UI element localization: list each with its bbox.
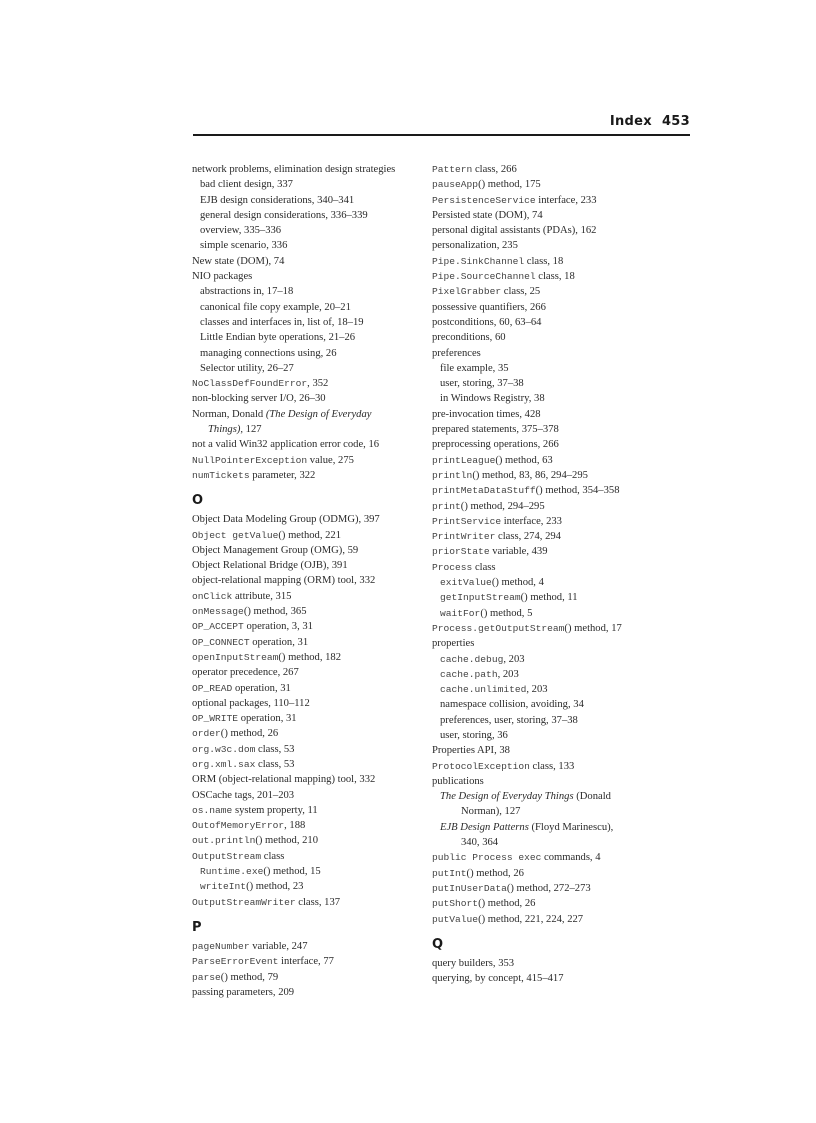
index-subentry [432,606,672,621]
entry-text: () method, 182 [278,651,342,663]
index-entry [432,956,672,971]
index-entry [192,726,424,741]
entry-text: class, 266 [472,164,517,175]
index-subentry [192,238,424,253]
entry-text: , 203 [503,653,525,665]
entry-text: () method, 272–273 [506,882,591,894]
code-term: putShort [432,898,479,910]
entry-text: managing connections using, 26 [200,347,337,359]
entry-text: simple scenario, 336 [200,240,288,252]
entry-text: object-relational mapping (ORM) tool, 332 [192,575,376,587]
entry-text: querying, by concept, 415–417 [432,973,564,985]
code-term: PrintWriter [432,531,496,543]
code-term: printLeague [432,454,496,466]
entry-text: operator precedence, 267 [192,667,299,679]
entry-text: interface, 233 [535,194,597,206]
code-term: cache.debug [440,653,504,665]
entry-text: commands, 4 [541,852,601,864]
index-entry [432,437,672,452]
index-entry [432,453,672,468]
entry-text: class [472,561,496,573]
code-term: OutputStream [192,850,262,862]
code-term: OP_WRITE [192,713,239,725]
index-subentry [192,208,424,223]
code-term: getInputStream [440,592,521,604]
code-term: Object getValue [192,529,279,541]
entry-text: () method, 5 [480,607,533,619]
index-subentry [432,682,672,697]
index-entry [432,208,672,223]
entry-text: Object Relational Bridge (OJB), 391 [192,560,348,572]
entry-text: bad client design, 337 [200,179,293,191]
entry-text: namespace collision, avoiding, 34 [440,699,584,711]
code-term: priorState [432,546,490,558]
index-entry [432,743,672,758]
index-entry [192,954,424,969]
index-entry [432,315,672,330]
index-entry [192,558,424,573]
index-subentry [192,300,424,315]
entry-text: (Donald [573,791,611,803]
header-text [610,114,690,129]
code-term: Pipe.SinkChannel [432,255,525,267]
running-header [193,114,690,136]
entry-text: publications [432,775,484,787]
entry-text: network problems, elimination design strategies [192,164,396,175]
index-entry [192,757,424,772]
entry-text: preferences, user, storing, 37–38 [440,714,578,726]
entry-text: class [261,850,285,862]
entry-text: () method, 221 [278,529,342,541]
index-entry [192,803,424,818]
entry-text: 340, 364 [461,837,499,849]
entry-text: postconditions, 60, 63–64 [432,316,542,328]
code-term: NullPointerException [192,454,308,466]
italic-title: Things), [208,424,244,436]
index-entry [192,696,424,711]
code-term: OP_CONNECT [192,636,250,648]
code-term: Pipe.SourceChannel [432,271,536,283]
entry-text: NIO packages [192,271,253,283]
code-term: order [192,728,221,740]
index-subentry [192,177,424,192]
section-letter-o: O [192,493,204,509]
entry-text: class, 137 [295,896,341,908]
entry-text: New state (DOM), 74 [192,255,285,267]
entry-text: personal digital assistants (PDAs), 162 [432,225,597,237]
index-entry [432,912,672,927]
code-term: Process [432,561,473,573]
code-term: cache.unlimited [440,684,527,696]
entry-text: operation, 31 [249,636,309,648]
index-entry [432,774,672,789]
entry-text: passing parameters, 209 [192,986,295,998]
index-entry [192,939,424,954]
index-entry [192,970,424,985]
index-entry [192,391,424,406]
entry-text: pre-invocation times, 428 [432,408,541,420]
index-subentry [192,330,424,345]
index-entry [192,254,424,269]
index-entry [432,422,672,437]
index-entry [192,604,424,619]
code-term: pauseApp [432,179,479,191]
code-term: print [432,500,461,512]
entry-text: , 188 [284,820,306,832]
index-subentry [432,713,672,728]
index-entry-continuation [432,804,672,819]
index-subentry [192,361,424,376]
code-term: exitValue [440,577,492,589]
index-entry [192,788,424,803]
code-term: ParseErrorEvent [192,956,279,968]
section-letter-p: P [192,919,202,935]
index-entry [432,636,672,651]
index-entry [432,407,672,422]
index-entry [192,635,424,650]
code-term: Process.getOutputStream [432,622,565,634]
code-term: openInputStream [192,651,279,663]
entry-text: () method, 83, 86, 294–295 [472,469,588,481]
index-entry [432,177,672,192]
entry-text: canonical file copy example, 20–21 [200,301,351,313]
entry-text: preprocessing operations, 266 [432,439,559,451]
index-entry [192,772,424,787]
index-entry [192,162,424,177]
index-entry [432,162,672,177]
index-entry [432,529,672,544]
index-entry [192,619,424,634]
italic-title: (The Design of Everyday [265,408,372,420]
entry-text: , 203 [526,684,548,696]
entry-text: () method, 15 [263,866,321,878]
code-term: PersistenceService [432,194,536,206]
code-term: OutofMemoryError [192,820,285,832]
entry-text: abstractions in, 17–18 [200,286,294,298]
entry-text: class, 274, 294 [495,531,561,543]
index-entry [192,650,424,665]
entry-text: () method, 79 [220,971,279,983]
index-subentry [432,789,672,804]
index-subentry [432,667,672,682]
entry-text: () method, 221, 224, 227 [478,913,584,925]
index-entry [192,742,424,757]
index-entry [192,437,424,452]
entry-text: () method, 26 [220,728,279,740]
index-entry [432,971,672,986]
entry-text: () method, 11 [520,592,578,604]
entry-text: () method, 26 [466,867,524,879]
code-term: pageNumber [192,940,250,952]
entry-text: OSCache tags, 201–203 [192,789,295,801]
index-subentry [432,391,672,406]
index-entry [432,238,672,253]
entry-text: class, 53 [255,758,295,770]
index-entry [432,560,672,575]
entry-text: Object Management Group (OMG), 59 [192,544,359,556]
entry-text: prepared statements, 375–378 [432,424,559,436]
entry-text: not a valid Win32 application error code, 16 [192,439,380,451]
entry-text: () method, 365 [243,606,307,618]
index-entry [192,818,424,833]
entry-text: () method, 4 [491,577,544,589]
entry-text: Norman), 127 [461,806,521,818]
code-term: Runtime.exe [200,866,264,878]
page-number: 453 [661,114,690,129]
entry-text: () method, 26 [478,898,536,910]
index-entry [432,499,672,514]
index-entry [432,483,672,498]
entry-text: interface, 77 [278,956,334,968]
index-column-left [192,162,424,1000]
index-subentry [432,728,672,743]
index-entry [432,223,672,238]
entry-text: properties [432,638,475,650]
code-term: putInt [432,867,467,879]
entry-text: file example, 35 [440,362,509,374]
index-entry [432,759,672,774]
header-title: Index [609,114,652,129]
code-term: PrintService [432,515,502,527]
code-term: println [432,469,473,481]
entry-text: possessive quantifiers, 266 [432,301,546,313]
entry-text: attribute, 315 [232,590,292,602]
entry-text: Selector utility, 26–27 [200,362,294,374]
index-entry [432,621,672,636]
entry-text: classes and interfaces in, list of, 18–19 [200,316,364,328]
entry-text: Norman, Donald [192,408,266,420]
index-entry [432,330,672,345]
index-entry [432,193,672,208]
code-term: os.name [192,804,233,816]
entry-text: in Windows Registry, 38 [440,393,545,405]
code-term: numTickets [192,469,250,481]
index-subentry [192,879,424,894]
entry-text: user, storing, 37–38 [440,378,524,390]
entry-text: () method, 175 [478,179,541,191]
code-term: cache.path [440,668,498,680]
index-subentry [432,361,672,376]
entry-text: value, 275 [307,454,354,466]
index-entry [432,346,672,361]
entry-text: class, 25 [501,286,541,298]
entry-text: personalization, 235 [432,240,518,252]
entry-text: EJB design considerations, 340–341 [200,194,355,206]
index-entry [432,544,672,559]
code-term: putValue [432,913,479,925]
index-subentry [432,575,672,590]
index-entry [192,589,424,604]
index-subentry [192,223,424,238]
entry-text: Persisted state (DOM), 74 [432,209,543,221]
entry-text: 127 [243,424,262,436]
code-term: org.xml.sax [192,758,256,770]
entry-text: , 203 [497,668,519,680]
index-entry [192,453,424,468]
index-entry [432,881,672,896]
index-entry [192,543,424,558]
entry-text: () method, 17 [564,622,622,634]
index-subentry [432,376,672,391]
entry-text: Object Data Modeling Group (ODMG), 397 [192,514,380,526]
code-term: out.println [192,835,256,847]
code-term: Pattern [432,164,473,175]
code-term: onClick [192,590,233,602]
index-entry [432,254,672,269]
index-entry [432,468,672,483]
entry-text: () method, 23 [246,881,304,893]
entry-text: operation, 3, 31 [243,621,313,633]
index-entry [432,284,672,299]
entry-text: interface, 233 [501,515,562,527]
index-entry [192,468,424,483]
index-subentry [432,652,672,667]
entry-text: () method, 63 [495,454,553,466]
index-entry-continuation [432,835,672,850]
index-subentry [192,284,424,299]
entry-text: () method, 354–358 [535,485,620,497]
code-term: OutputStreamWriter [192,896,296,908]
index-entry [192,711,424,726]
index-entry [192,849,424,864]
entry-text: variable, 439 [489,546,548,558]
entry-text: Little Endian byte operations, 21–26 [200,332,356,344]
code-term: public Process exec [432,852,542,864]
index-entry [192,376,424,391]
entry-text: parameter, 322 [249,469,316,481]
index-entry [432,300,672,315]
code-term: org.w3c.dom [192,743,256,755]
index-entry [192,985,424,1000]
index-entry [432,269,672,284]
index-entry [192,573,424,588]
index-subentry [192,315,424,330]
code-term: NoClassDefFoundError [192,378,308,390]
index-entry [192,269,424,284]
code-term: parse [192,971,221,983]
code-term: ProtocolException [432,760,530,772]
index-entry [192,512,424,527]
entry-text: preferences [432,347,481,359]
entry-text: optional packages, 110–112 [192,697,310,709]
entry-text: class, 53 [255,743,295,755]
italic-title: The Design of Everyday Things [440,791,574,803]
code-term: printMetaDataStuff [432,485,536,497]
entry-text: query builders, 353 [432,957,515,969]
index-entry [432,896,672,911]
code-term: onMessage [192,606,244,618]
section-letter-q: Q [432,936,444,952]
entry-text: () method, 210 [255,835,319,847]
entry-text: (Floyd Marinescu), [528,821,614,833]
entry-text: () method, 294–295 [460,500,545,512]
index-subentry [432,820,672,835]
code-term: putInUserData [432,882,507,894]
index-entry [432,866,672,881]
italic-title: EJB Design Patterns [440,821,529,833]
index-entry [192,895,424,910]
index-entry [192,681,424,696]
entry-text: variable, 247 [249,940,308,952]
index-entry [192,665,424,680]
index-entry-continuation [192,422,424,437]
index-subentry [432,590,672,605]
entry-text: non-blocking server I/O, 26–30 [192,393,326,405]
index-subentry [192,864,424,879]
entry-text: operation, 31 [238,713,297,725]
entry-text: Properties API, 38 [432,745,510,757]
code-term: writeInt [200,881,247,893]
entry-text: class, 18 [535,271,575,283]
entry-text: class, 133 [529,760,575,772]
index-entry [432,850,672,865]
index-entry [192,407,424,422]
code-term: OP_ACCEPT [192,621,244,633]
index-subentry [192,346,424,361]
entry-text: class, 18 [524,255,564,267]
entry-text: ORM (object-relational mapping) tool, 332 [192,774,376,786]
entry-text: , 352 [307,378,329,390]
entry-text: general design considerations, 336–339 [200,209,368,221]
entry-text: system property, 11 [232,804,318,816]
index-subentry [432,697,672,712]
index-subentry [192,193,424,208]
code-term: PixelGrabber [432,286,502,298]
index-entry [192,833,424,848]
entry-text: preconditions, 60 [432,332,506,344]
index-entry [432,514,672,529]
index-column-right [432,162,672,986]
entry-text: user, storing, 36 [440,729,508,741]
entry-text: operation, 31 [232,682,291,694]
code-term: OP_READ [192,682,233,694]
entry-text: overview, 335–336 [200,225,282,237]
code-term: waitFor [440,607,481,619]
index-entry [192,528,424,543]
